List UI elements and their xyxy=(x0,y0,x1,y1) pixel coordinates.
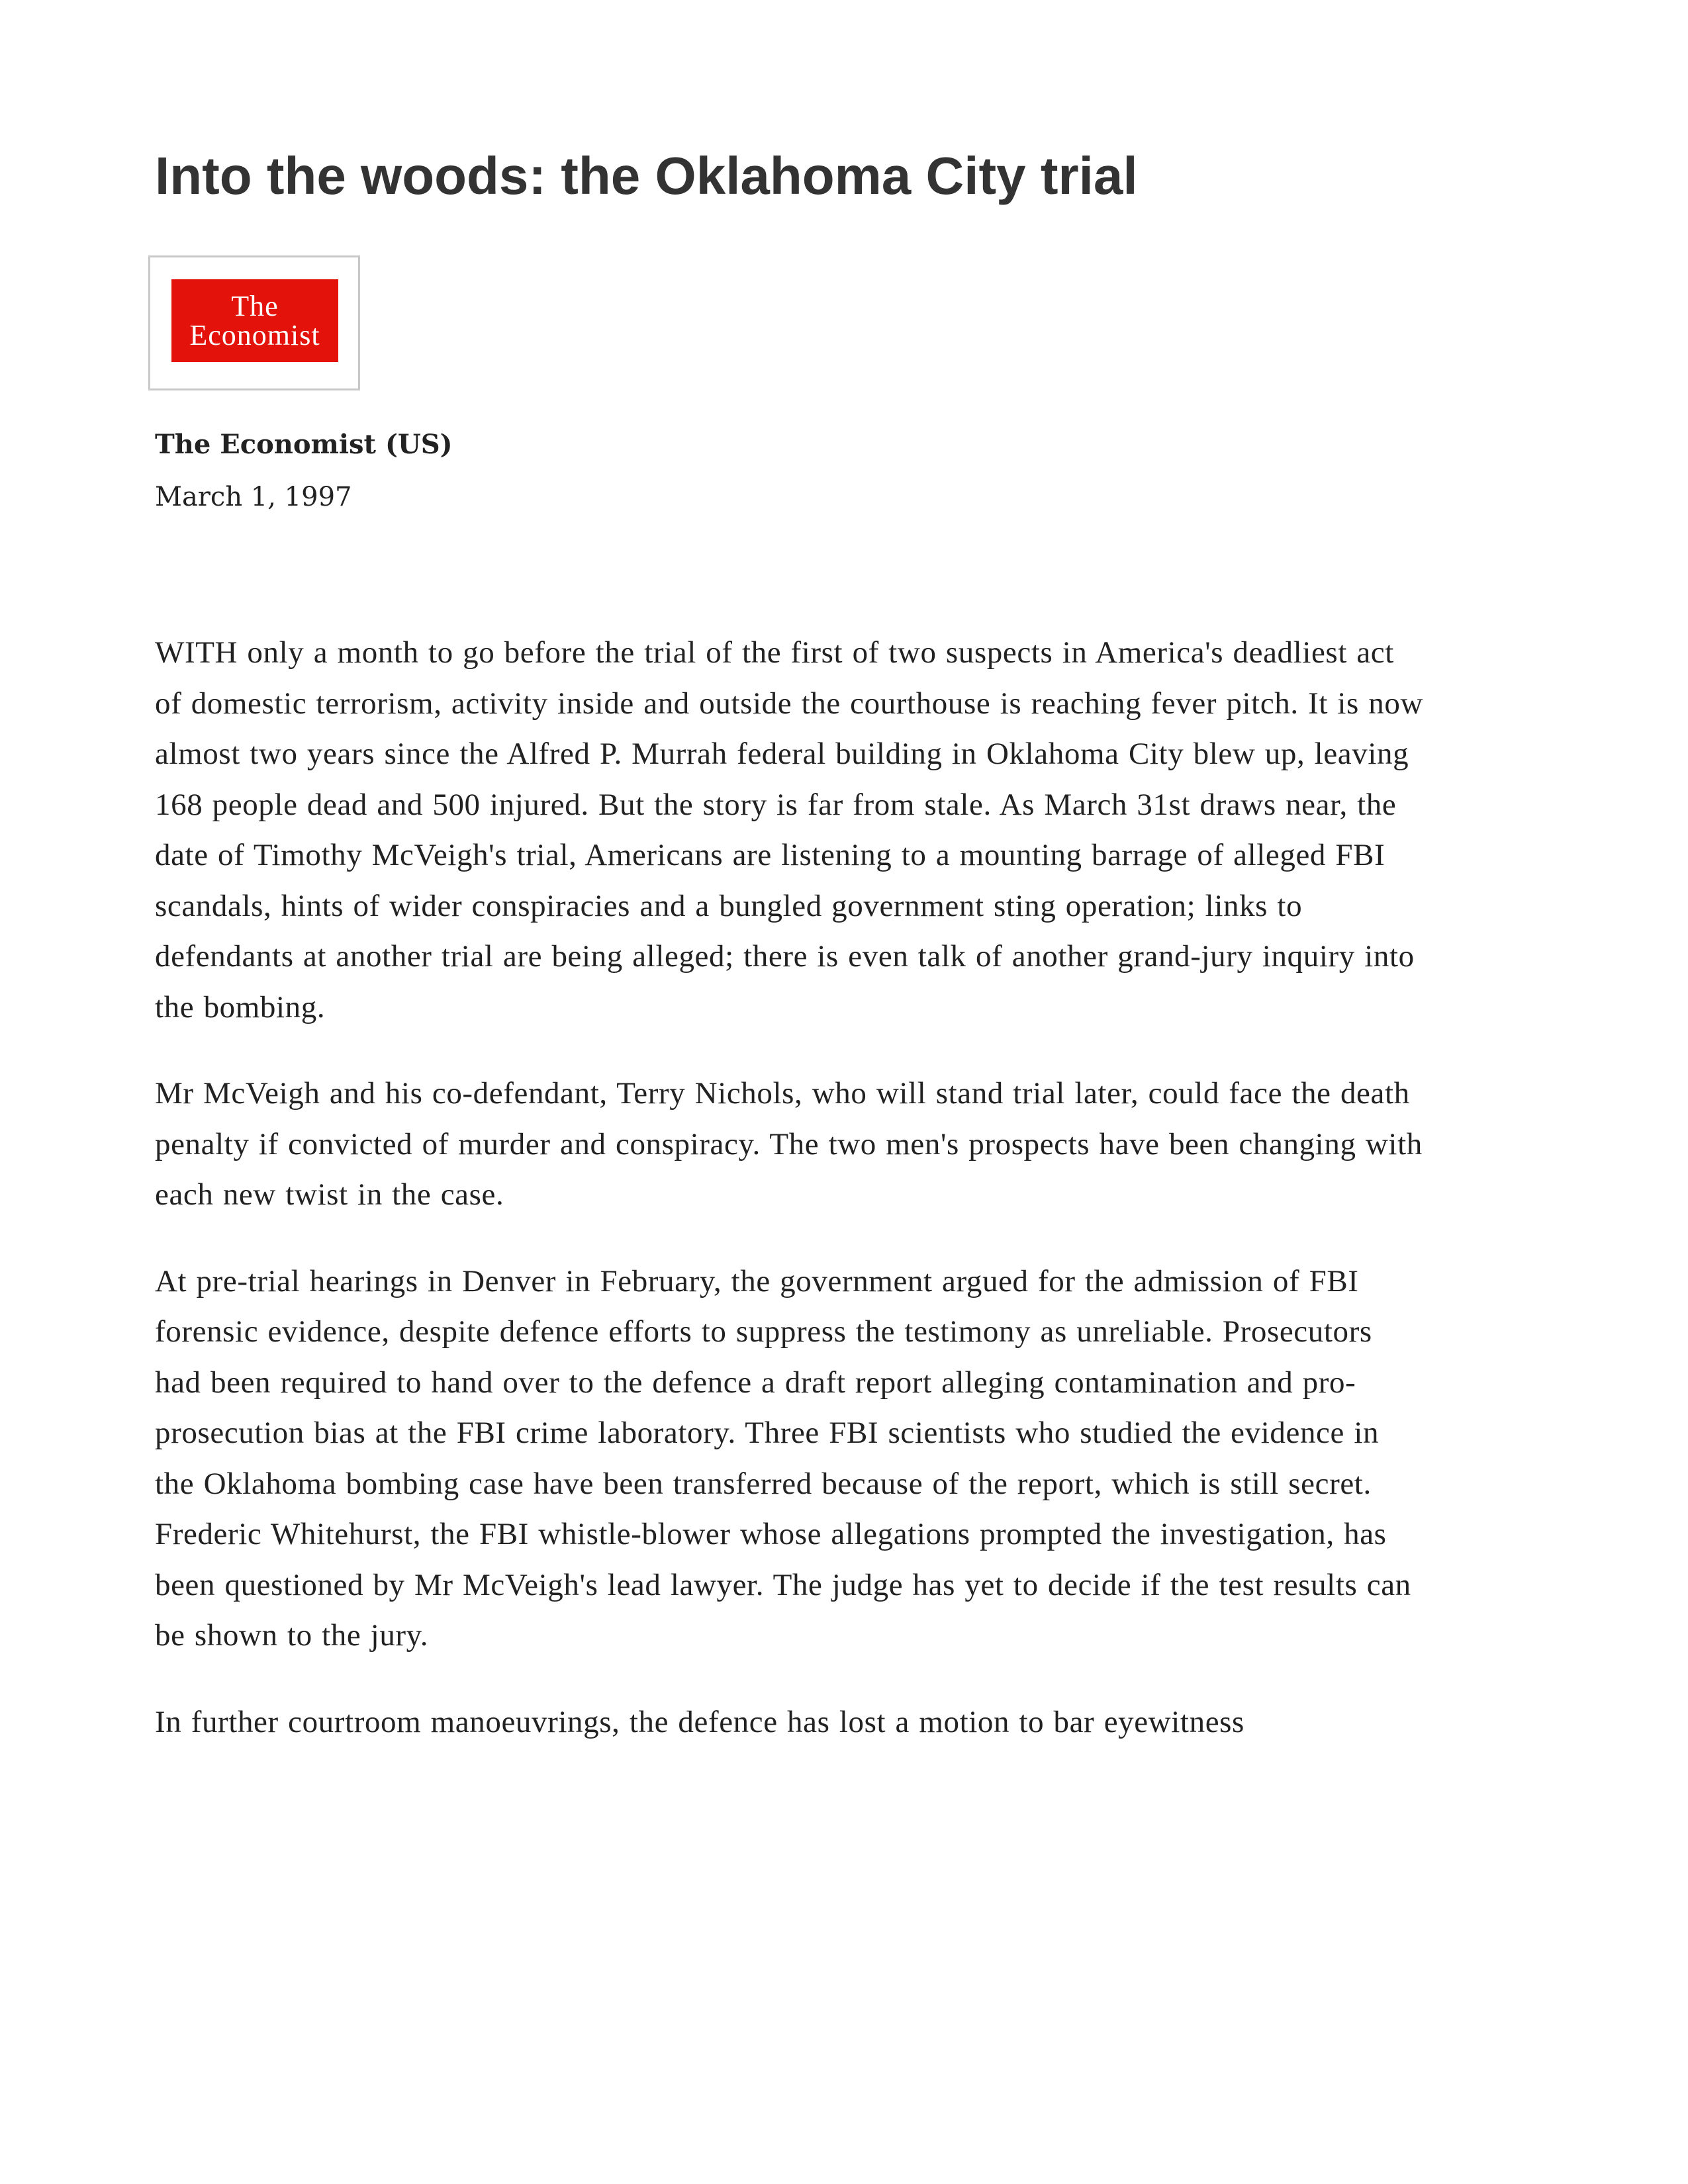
logo-line-2: Economist xyxy=(189,318,320,351)
article-paragraph-4: In further courtroom manoeuvrings, the defence has lost a motion to bar eyewitness xyxy=(155,1704,1244,1739)
article-paragraph-3: At pre-trial hearings in Denver in February, the government argued for the admission of FBI forensic evidence, despite defence efforts to suppress the testimony as unreliable. Prosecutors had been required to hand over to the defence a draft report alleging contamination and pro-prosecution bias at the FBI crime laboratory. Three FBI scientists who studied the evidence in the Oklahoma bombing case have been transferred because of the report, which is still secret. Frederic Whitehurst, the FBI whistle-blower whose allegations prompted the investigation, has been questioned by Mr McVeigh's lead lawyer. The judge has yet to decide if the test results can be shown to the jury. xyxy=(155,1263,1411,1653)
publication-date: March 1, 1997 xyxy=(155,482,352,512)
the-economist-logo xyxy=(171,279,338,362)
publication-source: The Economist (US) xyxy=(155,429,453,460)
logo-line-1: The xyxy=(231,289,279,322)
publication-logo-frame xyxy=(148,255,360,390)
article-title: Into the woods: the Oklahoma City trial xyxy=(155,146,1138,205)
article-paragraph-1: WITH only a month to go before the trial of the first of two suspects in America's deadliest act of domestic terrorism, activity inside and outside the courthouse is reaching fever pitch. It is now almost two years since the Alfred P. Murrah federal building in Oklahoma City blew up, leaving 168 people dead and 500 injured. But the story is far from stale. As March 31st draws near, the date of Timothy McVeigh's trial, Americans are listening to a mounting barrage of alleged FBI scandals, hints of wider conspiracies and a bungled government sting operation; links to defendants at another trial are being alleged; there is even talk of another grand-jury inquiry into the bombing. xyxy=(155,635,1423,1024)
article-paragraph-2: Mr McVeigh and his co-defendant, Terry Nichols, who will stand trial later, could face the death penalty if convicted of murder and conspiracy. The two men's prospects have been changing with each new twist in the case. xyxy=(155,1076,1423,1212)
article-body xyxy=(155,627,1426,1783)
